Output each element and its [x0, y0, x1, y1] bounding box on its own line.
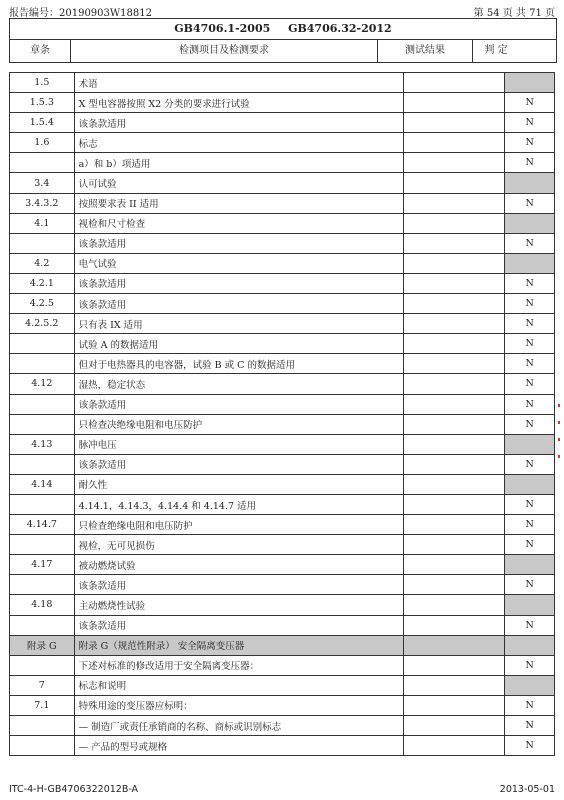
report-number: 报告编号：20190903W18812: [9, 8, 152, 19]
clause-cell: 4.13: [10, 434, 75, 454]
clause-cell: [10, 354, 75, 374]
item-cell: 该条款适用: [74, 575, 404, 595]
column-clause: 章条: [10, 40, 71, 62]
clause-cell: [10, 535, 75, 555]
item-cell: 该条款适用: [74, 233, 404, 253]
item-cell: 4.14.1，4.14.3，4.14.4 和 4.14.7 适用: [74, 494, 404, 514]
table-row: [10, 716, 555, 736]
column-result: 测试结果: [378, 40, 473, 62]
table-row: [10, 555, 555, 575]
table-header: [9, 18, 557, 63]
column-item: 检测项目及检测要求: [71, 40, 378, 62]
result-cell: [404, 253, 505, 273]
verdict-cell: [505, 635, 555, 655]
clause-cell: 1.5.3: [10, 93, 75, 113]
clause-cell: 1.5: [10, 73, 75, 93]
verdict-cell: [505, 73, 555, 93]
result-cell: [404, 334, 505, 354]
table-row: [10, 655, 555, 675]
item-cell: 视检，无可见损伤: [74, 535, 404, 555]
table-row: [10, 575, 555, 595]
item-cell: 下述对标准的修改适用于安全隔离变压器：: [74, 655, 404, 675]
table-row: [10, 736, 555, 756]
clause-cell: 4.14: [10, 474, 75, 494]
item-cell: 该条款适用: [74, 615, 404, 635]
table-row: [10, 354, 555, 374]
table-row: [10, 133, 555, 153]
clause-cell: [10, 655, 75, 675]
item-cell: 湿热，稳定状态: [74, 374, 404, 394]
result-cell: [404, 736, 505, 756]
item-cell: 主动燃烧性试验: [74, 595, 404, 615]
result-cell: [404, 675, 505, 695]
item-cell: 该条款适用: [74, 113, 404, 133]
table-row: [10, 233, 555, 253]
verdict-cell: N: [505, 334, 555, 354]
verdict-cell: N: [505, 273, 555, 293]
result-cell: [404, 716, 505, 736]
table-row: [10, 454, 555, 474]
clause-cell: [10, 615, 75, 635]
item-cell: 但对于电热器具的电容器，试验 B 或 C 的数据适用: [74, 354, 404, 374]
verdict-cell: [505, 213, 555, 233]
result-cell: [404, 595, 505, 615]
result-cell: [404, 93, 505, 113]
table-row: [10, 93, 555, 113]
item-cell: 耐久性: [74, 474, 404, 494]
table-row: [10, 193, 555, 213]
item-cell: X 型电容器按照 X2 分类的要求进行试验: [74, 93, 404, 113]
clause-cell: [10, 454, 75, 474]
item-cell: 电气试验: [74, 253, 404, 273]
clause-cell: 4.14.7: [10, 515, 75, 535]
table-row: [10, 494, 555, 514]
verdict-cell: N: [505, 575, 555, 595]
stamp-mark: [558, 421, 560, 424]
clause-cell: [10, 394, 75, 414]
clause-cell: [10, 153, 75, 173]
result-cell: [404, 474, 505, 494]
item-cell: 只检查绝缘电阻和电压防护: [74, 515, 404, 535]
clause-cell: [10, 736, 75, 756]
item-cell: 认可试验: [74, 173, 404, 193]
verdict-cell: [505, 173, 555, 193]
verdict-cell: [505, 675, 555, 695]
page-indicator: 第 54 页 共 71 页: [473, 8, 555, 19]
clause-cell: 1.5.4: [10, 113, 75, 133]
table-row: [10, 675, 555, 695]
verdict-cell: [505, 555, 555, 575]
result-cell: [404, 535, 505, 555]
table-row: [10, 294, 555, 314]
stamp-marks: [558, 404, 561, 472]
result-cell: [404, 193, 505, 213]
verdict-cell: N: [505, 374, 555, 394]
item-cell: — 制造厂或责任承销商的名称、商标或识别标志: [74, 716, 404, 736]
clause-cell: 4.2: [10, 253, 75, 273]
verdict-cell: N: [505, 354, 555, 374]
result-cell: [404, 414, 505, 434]
table-row: [10, 374, 555, 394]
verdict-cell: N: [505, 394, 555, 414]
table-row: [10, 273, 555, 293]
table-row: [10, 394, 555, 414]
stamp-mark: [558, 455, 560, 458]
test-table: [9, 72, 555, 756]
verdict-cell: N: [505, 615, 555, 635]
table-row: [10, 314, 555, 334]
table-row: [10, 615, 555, 635]
result-cell: [404, 354, 505, 374]
stamp-mark: [558, 438, 560, 441]
clause-cell: 7: [10, 675, 75, 695]
result-cell: [404, 213, 505, 233]
verdict-cell: N: [505, 414, 555, 434]
result-cell: [404, 374, 505, 394]
clause-cell: 3.4.3.2: [10, 193, 75, 213]
table-row: [10, 635, 555, 655]
verdict-cell: [505, 434, 555, 454]
item-cell: 脉冲电压: [74, 434, 404, 454]
table-row: [10, 414, 555, 434]
result-cell: [404, 294, 505, 314]
result-cell: [404, 454, 505, 474]
clause-cell: [10, 334, 75, 354]
clause-cell: [10, 716, 75, 736]
column-headers: [10, 40, 556, 62]
clause-cell: 4.12: [10, 374, 75, 394]
verdict-cell: N: [505, 153, 555, 173]
item-cell: 附录 G（规范性附录） 安全隔离变压器: [74, 635, 404, 655]
result-cell: [404, 655, 505, 675]
clause-cell: [10, 575, 75, 595]
item-cell: 该条款适用: [74, 273, 404, 293]
verdict-cell: [505, 474, 555, 494]
result-cell: [404, 314, 505, 334]
verdict-cell: N: [505, 294, 555, 314]
item-cell: 只检查决绝缘电阻和电压防护: [74, 414, 404, 434]
table-row: [10, 113, 555, 133]
table-row: [10, 595, 555, 615]
clause-cell: 4.2.5: [10, 294, 75, 314]
item-cell: 该条款适用: [74, 394, 404, 414]
clause-cell: 4.2.1: [10, 273, 75, 293]
item-cell: 只有表 IX 适用: [74, 314, 404, 334]
result-cell: [404, 695, 505, 715]
result-cell: [404, 173, 505, 193]
clause-cell: 4.18: [10, 595, 75, 615]
result-cell: [404, 494, 505, 514]
item-cell: 按照要求表 II 适用: [74, 193, 404, 213]
item-cell: 视检和尺寸检查: [74, 213, 404, 233]
verdict-cell: N: [505, 695, 555, 715]
result-cell: [404, 273, 505, 293]
result-cell: [404, 615, 505, 635]
item-cell: 试验 A 的数据适用: [74, 334, 404, 354]
result-cell: [404, 555, 505, 575]
verdict-cell: [505, 595, 555, 615]
clause-cell: 1.6: [10, 133, 75, 153]
table-row: [10, 515, 555, 535]
table-row: [10, 173, 555, 193]
table-row: [10, 695, 555, 715]
clause-cell: 附录 G: [10, 635, 75, 655]
result-cell: [404, 73, 505, 93]
verdict-cell: N: [505, 716, 555, 736]
verdict-cell: N: [505, 193, 555, 213]
clause-cell: 4.2.5.2: [10, 314, 75, 334]
table-row: [10, 474, 555, 494]
table-row: [10, 73, 555, 93]
item-cell: 该条款适用: [74, 294, 404, 314]
table-row: [10, 535, 555, 555]
verdict-cell: N: [505, 535, 555, 555]
item-cell: 标志和说明: [74, 675, 404, 695]
table-row: [10, 334, 555, 354]
result-cell: [404, 153, 505, 173]
clause-cell: [10, 414, 75, 434]
page-header: [9, 4, 555, 18]
clause-cell: 4.1: [10, 213, 75, 233]
verdict-cell: N: [505, 113, 555, 133]
clause-cell: 4.17: [10, 555, 75, 575]
item-cell: 特殊用途的变压器应标明：: [74, 695, 404, 715]
standards-title: GB4706.1-2005 GB4706.32-2012: [10, 19, 556, 40]
verdict-cell: N: [505, 736, 555, 756]
clause-cell: [10, 494, 75, 514]
verdict-cell: N: [505, 515, 555, 535]
stamp-mark: [558, 404, 560, 407]
result-cell: [404, 113, 505, 133]
item-cell: 术语: [74, 73, 404, 93]
verdict-cell: N: [505, 314, 555, 334]
result-cell: [404, 233, 505, 253]
clause-cell: 3.4: [10, 173, 75, 193]
column-verdict: 判 定: [484, 45, 508, 56]
verdict-cell: N: [505, 133, 555, 153]
result-cell: [404, 575, 505, 595]
document-date: 2013-05-01: [499, 784, 555, 795]
verdict-cell: N: [505, 454, 555, 474]
result-cell: [404, 515, 505, 535]
verdict-cell: [505, 253, 555, 273]
table-row: [10, 434, 555, 454]
item-cell: 该条款适用: [74, 454, 404, 474]
item-cell: 被动燃烧试验: [74, 555, 404, 575]
clause-cell: 7.1: [10, 695, 75, 715]
item-cell: — 产品的型号或规格: [74, 736, 404, 756]
verdict-cell: N: [505, 233, 555, 253]
verdict-cell: N: [505, 655, 555, 675]
result-cell: [404, 133, 505, 153]
document-code: ITC-4-H-GB4706322012B-A: [9, 784, 139, 795]
clause-cell: [10, 233, 75, 253]
result-cell: [404, 635, 505, 655]
verdict-cell: N: [505, 494, 555, 514]
item-cell: 标志: [74, 133, 404, 153]
item-cell: a）和 b）项适用: [74, 153, 404, 173]
table-row: [10, 253, 555, 273]
table-row: [10, 153, 555, 173]
verdict-cell: N: [505, 93, 555, 113]
result-cell: [404, 394, 505, 414]
result-cell: [404, 434, 505, 454]
table-row: [10, 213, 555, 233]
